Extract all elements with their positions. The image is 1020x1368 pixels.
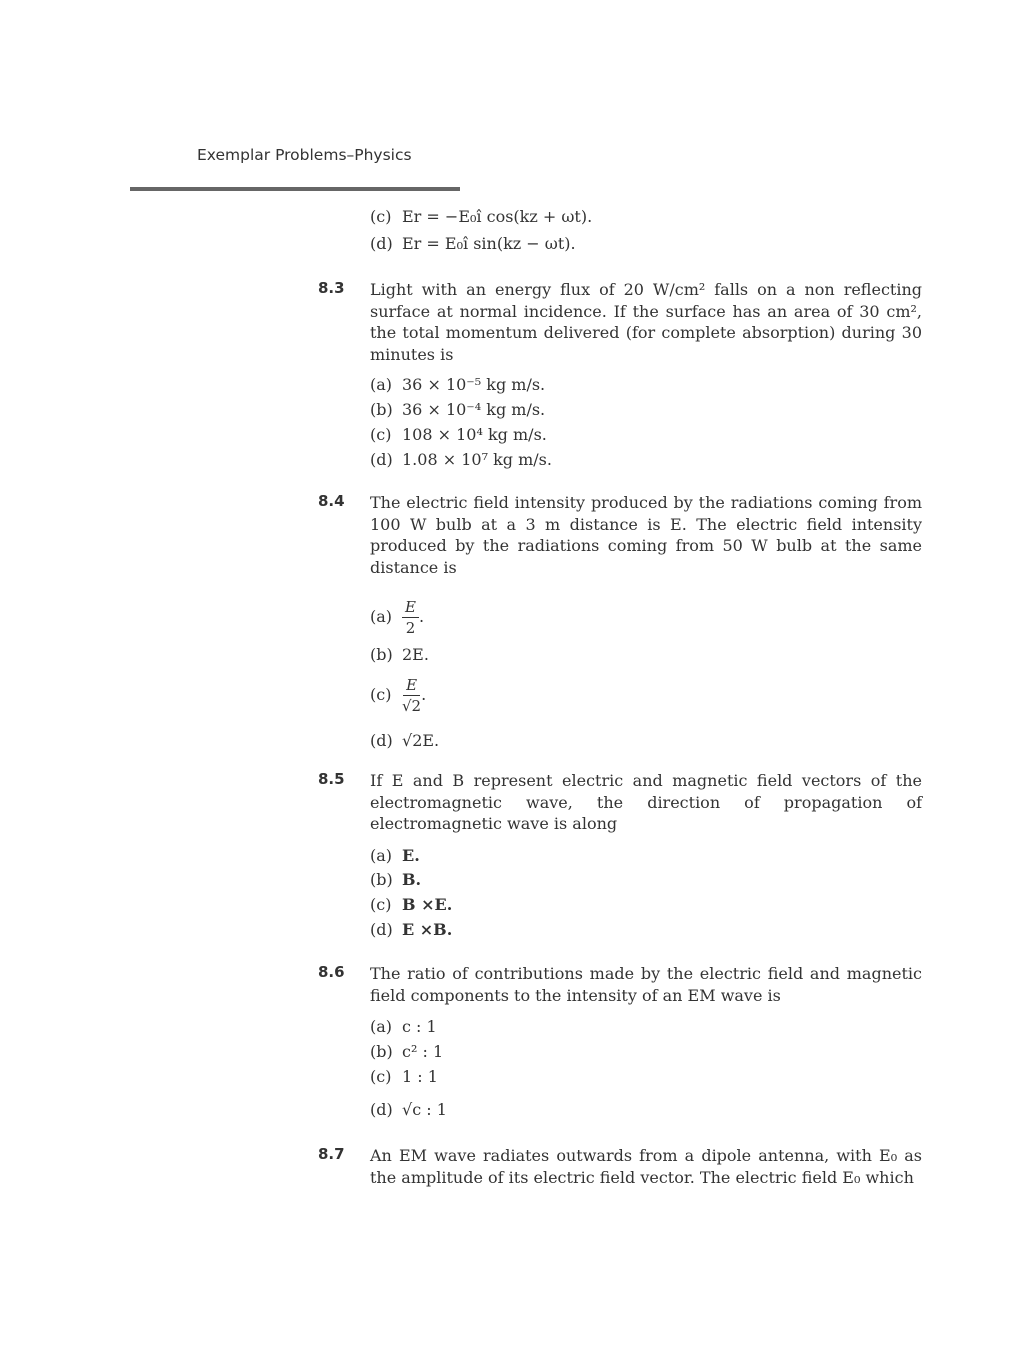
option-label: (c) (370, 207, 392, 226)
question-text: An EM wave radiates outwards from a dipole antenna, with E₀ as the amplitude of its electric field vector. The electric field E₀ which (370, 1146, 922, 1187)
question-number: 8.5 (318, 770, 345, 788)
option-label: (d) (370, 1100, 393, 1119)
option-text: E. (402, 846, 420, 865)
option-text: E ×B. (402, 920, 453, 939)
option-text: Er = E₀î sin(kz − ωt). (402, 234, 576, 253)
question-text: The electric field intensity produced by the radiations coming from 100 W bulb at a 3 m distance is E. The electric field intensity produced by the radiations coming from 50 W bulb at the same distance is (370, 493, 922, 577)
option-text: B ×E. (402, 895, 453, 914)
option (370, 1100, 447, 1120)
option (370, 920, 452, 940)
option-text: √c : 1 (402, 1100, 447, 1119)
option-label: (b) (370, 870, 393, 889)
option (370, 400, 545, 420)
option-text: 1 : 1 (402, 1067, 438, 1086)
option (370, 895, 452, 915)
option-label: (a) (370, 846, 393, 865)
numerator: E (403, 675, 420, 696)
running-header: Exemplar Problems–Physics (197, 146, 412, 164)
option-label: (d) (370, 234, 393, 253)
option (370, 1017, 437, 1037)
question-number: 8.7 (318, 1145, 345, 1163)
option-text: 36 × 10⁻⁴ kg m/s. (402, 400, 546, 419)
option-text: 36 × 10⁻⁵ kg m/s. (402, 375, 546, 394)
question-8-3 (318, 279, 922, 365)
option (370, 234, 576, 254)
option-label: (c) (370, 685, 392, 704)
question-text: The ratio of contributions made by the electric field and magnetic field components to the intensity of an EM wave is (370, 964, 922, 1005)
question-8-7 (318, 1145, 922, 1188)
option-text: 108 × 10⁴ kg m/s. (402, 425, 547, 444)
question-text: If E and B represent electric and magnetic field vectors of the electromagnetic wave, the direction of propagation of electromagnetic wave is along (370, 771, 922, 833)
option-label: (c) (370, 425, 392, 444)
option (370, 645, 429, 665)
numerator: E (402, 597, 419, 618)
option-label: (a) (370, 375, 393, 394)
fraction (402, 675, 421, 716)
suffix: . (421, 685, 427, 704)
option-label: (c) (370, 895, 392, 914)
option (370, 846, 420, 866)
option-label: (b) (370, 645, 393, 664)
option-label: (b) (370, 400, 393, 419)
option-text: Er = −E₀î cos(kz + ωt). (402, 207, 593, 226)
option-text: c : 1 (402, 1017, 437, 1036)
option-text: 1.08 × 10⁷ kg m/s. (402, 450, 552, 469)
option (370, 675, 426, 716)
option (370, 1067, 438, 1087)
question-number: 8.4 (318, 492, 345, 510)
question-text: Light with an energy flux of 20 W/cm² falls on a non reflecting surface at normal incidence. If the surface has an area of 30 cm², the total momentum delivered (for complete absorption) during 30 minutes is (370, 280, 922, 364)
option-label: (d) (370, 450, 393, 469)
option (370, 425, 547, 445)
question-8-6 (318, 963, 922, 1006)
option (370, 870, 421, 890)
option (370, 1042, 443, 1062)
option-label: (b) (370, 1042, 393, 1061)
header-rule (130, 187, 460, 191)
option-text: B. (402, 870, 422, 889)
option-label: (d) (370, 731, 393, 750)
option (370, 375, 545, 395)
suffix: . (418, 607, 425, 626)
option-text: c² : 1 (402, 1042, 444, 1061)
question-8-5 (318, 770, 922, 835)
question-number: 8.3 (318, 279, 345, 297)
option-label: (a) (370, 1017, 393, 1036)
fraction (402, 597, 419, 638)
denominator: √2 (402, 697, 422, 715)
option-label: (c) (370, 1067, 392, 1086)
option-text: √2E. (402, 731, 440, 750)
option (370, 731, 439, 751)
question-number: 8.6 (318, 963, 345, 981)
option-label: (d) (370, 920, 393, 939)
option (370, 450, 552, 470)
option-text: 2E. (402, 645, 429, 664)
option-label: (a) (370, 607, 393, 626)
option (370, 207, 592, 227)
denominator: 2 (405, 619, 416, 637)
option (370, 597, 424, 638)
question-8-4 (318, 492, 922, 578)
